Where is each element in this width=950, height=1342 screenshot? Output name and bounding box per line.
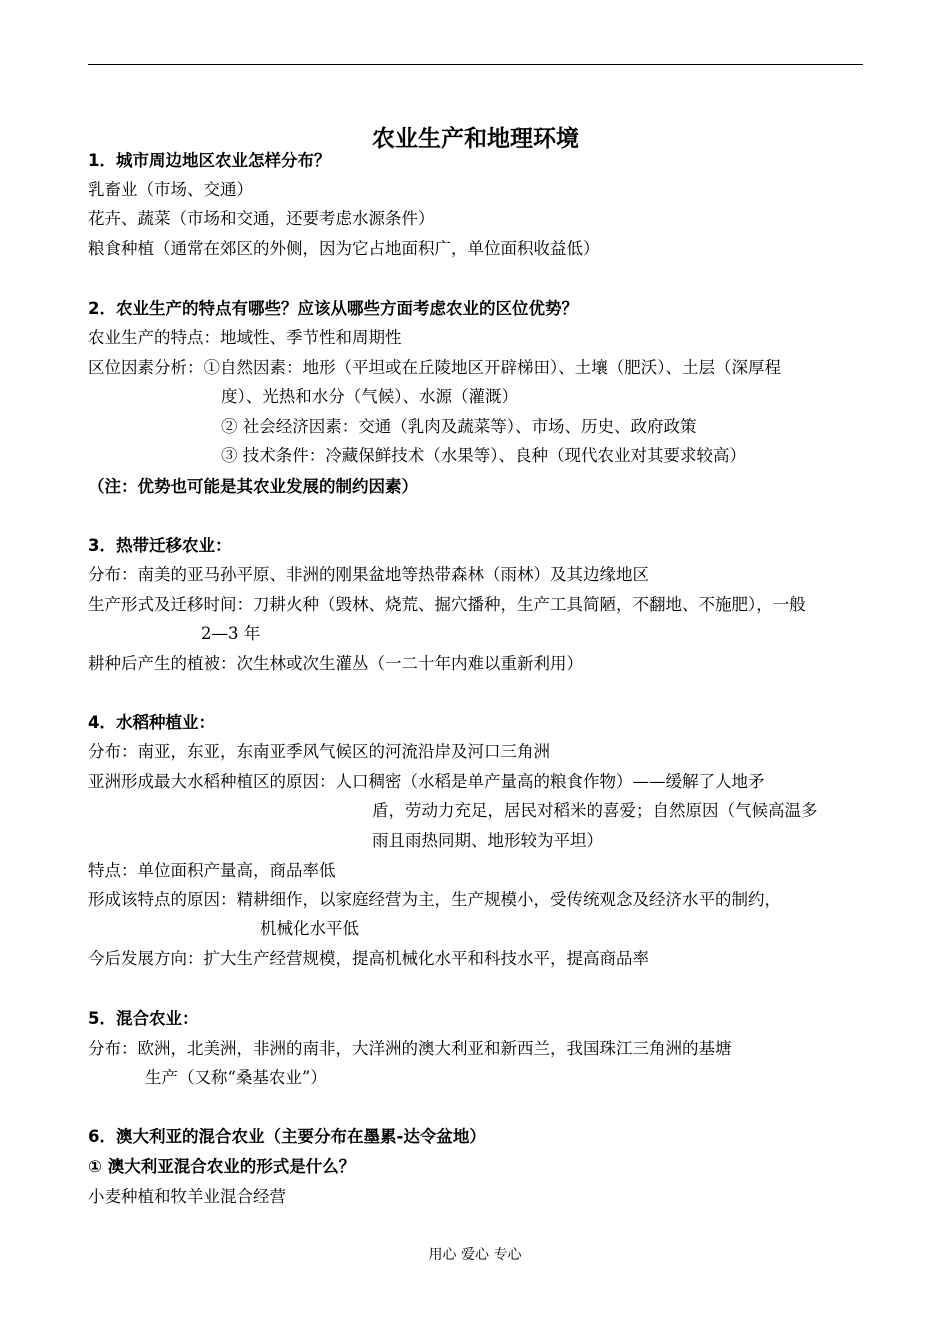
text-line: 特点：单位面积产量高，商品率低 [88,861,336,880]
header-rule [88,64,863,65]
text-line: 生产形式及迁移时间：刀耕火种（毁林、烧荒、掘穴播种，生产工具简陋，不翻地、不施肥），一般 [88,595,806,614]
text-line: 粮食种植（通常在郊区的外侧，因为它占地面积广，单位面积收益低） [88,239,600,258]
text-line: 区位因素分析：①自然因素：地形（平坦或在丘陵地区开辟梯田）、土壤（肥沃）、土层（深厚程 [88,358,781,377]
section-heading: 4．水稻种植业： [88,713,215,732]
text-line: 形成该特点的原因：精耕细作，以家庭经营为主，生产规模小，受传统观念及经济水平的制约， [88,890,781,909]
page-footer: 用心 爱心 专心 [428,1247,522,1263]
text-line: 亚洲形成最大水稻种植区的原因：人口稠密（水稻是单产量高的粮食作物）——缓解了人地矛 [88,772,765,791]
text-line: 盾，劳动力充足，居民对稻米的喜爱；自然原因（气候高温多 [372,801,818,820]
text-line: 2—3 年 [201,624,261,643]
text-line: 今后发展方向：扩大生产经营规模，提高机械化水平和科技水平，提高商品率 [88,949,649,968]
text-line: 机械化水平低 [260,919,359,938]
section-heading: 2．农业生产的特点有哪些？应该从哪些方面考虑农业的区位优势？ [88,299,578,318]
text-line: 分布：南美的亚马孙平原、非洲的刚果盆地等热带森林（雨林）及其边缘地区 [88,565,649,584]
text-line: 雨且雨热同期、地形较为平坦） [372,831,603,850]
text-line: 小麦种植和牧羊业混合经营 [88,1187,286,1206]
page-title: 农业生产和地理环境 [372,126,579,152]
text-line: 耕种后产生的植被：次生林或次生灌丛（一二十年内难以重新利用） [88,654,583,673]
section-heading: 1．城市周边地区农业怎样分布？ [88,151,331,170]
section-heading: （注：优势也可能是其农业发展的制约因素） [88,477,418,496]
text-line: 乳畜业（市场、交通） [88,180,253,199]
text-line: 生产（又称“桑基农业”） [145,1068,327,1087]
section-heading: ① 澳大利亚混合农业的形式是什么？ [88,1157,356,1176]
text-line: 分布：南亚，东亚，东南亚季风气候区的河流沿岸及河口三角洲 [88,742,550,761]
text-line: ② 社会经济因素：交通（乳肉及蔬菜等）、市场、历史、政府政策 [221,417,697,436]
text-line: 农业生产的特点：地域性、季节性和周期性 [88,328,402,347]
section-heading: 6．澳大利亚的混合农业（主要分布在墨累-达令盆地） [88,1127,486,1146]
text-line: ③ 技术条件：冷藏保鲜技术（水果等）、良种（现代农业对其要求较高） [221,446,746,465]
text-line: 度）、光热和水分（气候）、水源（灌溉） [221,387,518,406]
section-heading: 5．混合农业： [88,1009,199,1028]
text-line: 分布：欧洲，北美洲，非洲的南非，大洋洲的澳大利亚和新西兰，我国珠江三角洲的基塘 [88,1039,732,1058]
section-heading: 3．热带迁移农业： [88,536,232,555]
text-line: 花卉、蔬菜（市场和交通，还要考虑水源条件） [88,209,435,228]
